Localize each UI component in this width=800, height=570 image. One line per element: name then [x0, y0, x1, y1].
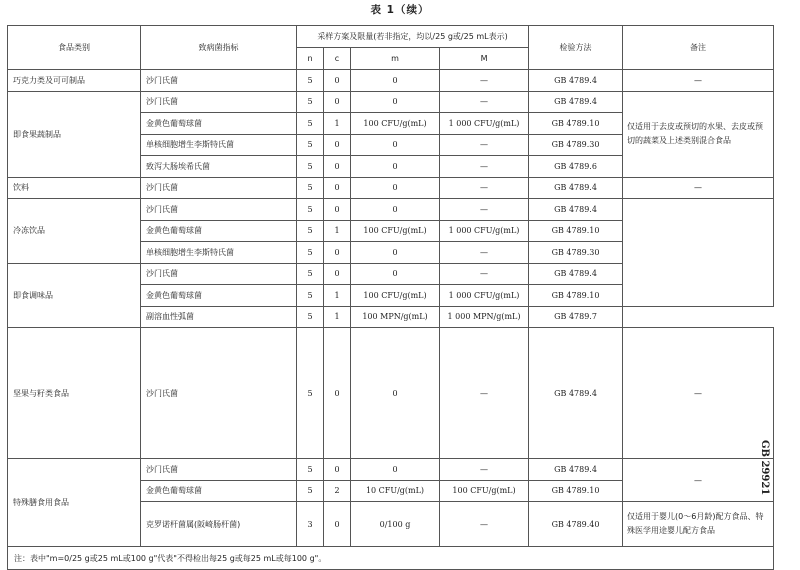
indicator-cell: 金黄色葡萄球菌 — [141, 220, 297, 242]
m-cell: 0 — [351, 156, 440, 178]
m-cell: 0 — [351, 242, 440, 264]
c-cell: 0 — [324, 91, 351, 113]
c-cell: 0 — [324, 263, 351, 285]
m-cell: 0 — [351, 177, 440, 199]
c-cell: 0 — [324, 199, 351, 221]
M-cell: — — [440, 134, 529, 156]
category-cell: 即食果蔬制品 — [8, 91, 141, 177]
table-row — [8, 91, 774, 113]
header-M: M — [440, 48, 529, 70]
note-cell: 仅适用于婴儿(0～6月龄)配方食品、特殊医学用途婴儿配方食品 — [623, 502, 774, 547]
method-cell: GB 4789.4 — [529, 91, 623, 113]
c-cell: 0 — [324, 328, 351, 459]
n-cell: 5 — [297, 306, 324, 328]
c-cell: 0 — [324, 134, 351, 156]
n-cell: 5 — [297, 480, 324, 502]
table-row — [8, 177, 774, 199]
c-cell: 0 — [324, 156, 351, 178]
header-indicator: 致病菌指标 — [141, 26, 297, 70]
table-row — [8, 459, 774, 481]
indicator-cell: 沙门氏菌 — [141, 263, 297, 285]
category-cell: 巧克力类及可可制品 — [8, 70, 141, 92]
c-cell: 0 — [324, 177, 351, 199]
c-cell: 2 — [324, 480, 351, 502]
n-cell: 5 — [297, 263, 324, 285]
M-cell: — — [440, 177, 529, 199]
c-cell: 0 — [324, 70, 351, 92]
c-cell: 1 — [324, 285, 351, 307]
M-cell: 100 CFU/g(mL) — [440, 480, 529, 502]
n-cell: 5 — [297, 177, 324, 199]
m-cell: 100 MPN/g(mL) — [351, 306, 440, 328]
indicator-cell: 沙门氏菌 — [141, 328, 297, 459]
n-cell: 5 — [297, 113, 324, 135]
method-cell: GB 4789.40 — [529, 502, 623, 547]
standard-code: GB 29921 — [759, 440, 770, 496]
n-cell: 5 — [297, 156, 324, 178]
note-cell: — — [623, 70, 774, 92]
n-cell: 5 — [297, 328, 324, 459]
header-m: m — [351, 48, 440, 70]
c-cell: 0 — [324, 242, 351, 264]
indicator-cell: 致泻大肠埃希氏菌 — [141, 156, 297, 178]
n-cell: 5 — [297, 459, 324, 481]
m-cell: 10 CFU/g(mL) — [351, 480, 440, 502]
n-cell: 5 — [297, 70, 324, 92]
c-cell: 0 — [324, 459, 351, 481]
method-cell: GB 4789.4 — [529, 328, 623, 459]
M-cell: — — [440, 459, 529, 481]
indicator-cell: 沙门氏菌 — [141, 91, 297, 113]
header-method: 检验方法 — [529, 26, 623, 70]
indicator-cell: 沙门氏菌 — [141, 177, 297, 199]
header-n: n — [297, 48, 324, 70]
header-sampling: 采样方案及限量(若非指定，均以/25 g或/25 mL表示) — [297, 26, 529, 48]
m-cell: 0 — [351, 91, 440, 113]
table-footnote: 注：表中"m=0/25 g或25 mL或100 g"代表"不得检出每25 g或每25 mL或每100 g"。 — [8, 547, 774, 570]
indicator-cell: 金黄色葡萄球菌 — [141, 113, 297, 135]
header-category: 食品类别 — [8, 26, 141, 70]
method-cell: GB 4789.10 — [529, 285, 623, 307]
M-cell: — — [440, 199, 529, 221]
c-cell: 1 — [324, 306, 351, 328]
pathogen-limits-table — [7, 25, 774, 570]
method-cell: GB 4789.7 — [529, 306, 623, 328]
m-cell: 100 CFU/g(mL) — [351, 113, 440, 135]
method-cell: GB 4789.10 — [529, 480, 623, 502]
c-cell: 0 — [324, 502, 351, 547]
note-cell: — — [623, 328, 774, 459]
indicator-cell: 沙门氏菌 — [141, 70, 297, 92]
c-cell: 1 — [324, 113, 351, 135]
category-cell: 饮料 — [8, 177, 141, 199]
note-cell: 仅适用于去皮或预切的水果、去皮或预切的蔬菜及上述类别混合食品 — [623, 91, 774, 177]
m-cell: 0 — [351, 263, 440, 285]
method-cell: GB 4789.4 — [529, 199, 623, 221]
indicator-cell: 单核细胞增生李斯特氏菌 — [141, 134, 297, 156]
table-row — [8, 328, 774, 459]
n-cell: 5 — [297, 199, 324, 221]
m-cell: 0 — [351, 328, 440, 459]
header-c: c — [324, 48, 351, 70]
indicator-cell: 金黄色葡萄球菌 — [141, 285, 297, 307]
method-cell: GB 4789.10 — [529, 113, 623, 135]
table-title: 表 1（续） — [370, 4, 430, 16]
indicator-cell: 克罗诺杆菌属(阪崎肠杆菌) — [141, 502, 297, 547]
c-cell: 1 — [324, 220, 351, 242]
category-cell: 即食调味品 — [8, 263, 141, 328]
m-cell: 100 CFU/g(mL) — [351, 220, 440, 242]
method-cell: GB 4789.4 — [529, 177, 623, 199]
category-cell: 冷冻饮品 — [8, 199, 141, 264]
method-cell: GB 4789.4 — [529, 459, 623, 481]
table-row — [8, 70, 774, 92]
m-cell: 0 — [351, 70, 440, 92]
indicator-cell: 沙门氏菌 — [141, 459, 297, 481]
M-cell: 1 000 CFU/g(mL) — [440, 113, 529, 135]
M-cell: — — [440, 502, 529, 547]
note-cell: — — [623, 177, 774, 199]
m-cell: 100 CFU/g(mL) — [351, 285, 440, 307]
category-cell: 坚果与籽类食品 — [8, 328, 141, 459]
note-cell — [623, 199, 774, 307]
n-cell: 3 — [297, 502, 324, 547]
method-cell: GB 4789.6 — [529, 156, 623, 178]
m-cell: 0 — [351, 459, 440, 481]
header-note: 备注 — [623, 26, 774, 70]
n-cell: 5 — [297, 242, 324, 264]
indicator-cell: 沙门氏菌 — [141, 199, 297, 221]
M-cell: 1 000 CFU/g(mL) — [440, 220, 529, 242]
indicator-cell: 金黄色葡萄球菌 — [141, 480, 297, 502]
n-cell: 5 — [297, 91, 324, 113]
M-cell: — — [440, 328, 529, 459]
M-cell: — — [440, 70, 529, 92]
method-cell: GB 4789.4 — [529, 263, 623, 285]
M-cell: — — [440, 156, 529, 178]
category-cell: 特殊膳食用食品 — [8, 459, 141, 547]
M-cell: — — [440, 242, 529, 264]
table-row — [8, 199, 774, 221]
M-cell: — — [440, 263, 529, 285]
method-cell: GB 4789.30 — [529, 134, 623, 156]
m-cell: 0 — [351, 199, 440, 221]
m-cell: 0/100 g — [351, 502, 440, 547]
n-cell: 5 — [297, 134, 324, 156]
n-cell: 5 — [297, 285, 324, 307]
method-cell: GB 4789.30 — [529, 242, 623, 264]
method-cell: GB 4789.4 — [529, 70, 623, 92]
m-cell: 0 — [351, 134, 440, 156]
M-cell: 1 000 MPN/g(mL) — [440, 306, 529, 328]
M-cell: 1 000 CFU/g(mL) — [440, 285, 529, 307]
note-cell: — — [623, 459, 774, 502]
indicator-cell: 副溶血性弧菌 — [141, 306, 297, 328]
n-cell: 5 — [297, 220, 324, 242]
indicator-cell: 单核细胞增生李斯特氏菌 — [141, 242, 297, 264]
M-cell: — — [440, 91, 529, 113]
method-cell: GB 4789.10 — [529, 220, 623, 242]
